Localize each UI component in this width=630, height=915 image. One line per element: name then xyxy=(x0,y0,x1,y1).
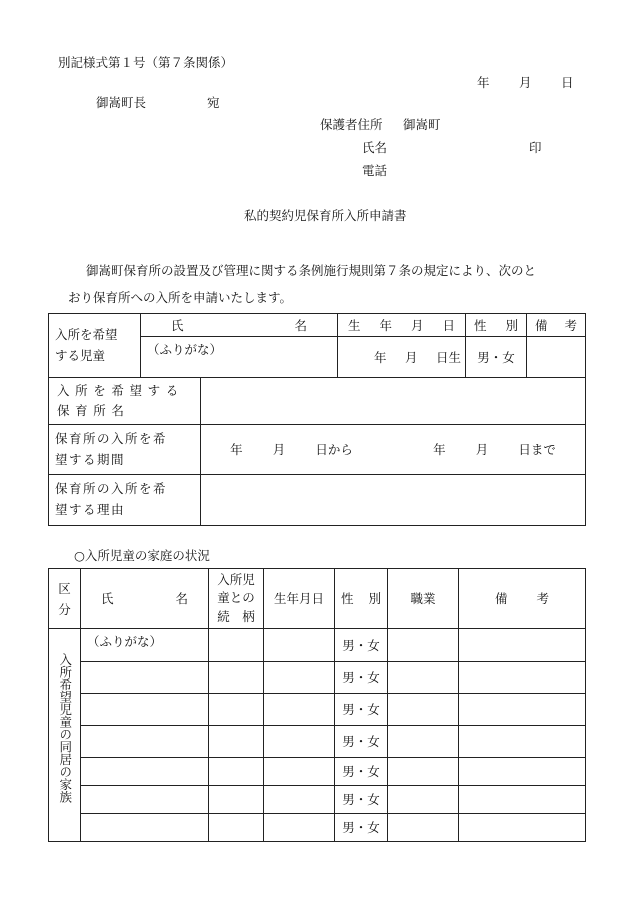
member-name-cell[interactable] xyxy=(81,662,209,694)
child-remarks-cell[interactable] xyxy=(527,337,586,378)
member-birthdate-cell[interactable] xyxy=(264,814,335,842)
member-name-cell[interactable] xyxy=(81,786,209,814)
member-name-cell[interactable] xyxy=(81,758,209,786)
form-number: 別記様式第１号（第７条関係） xyxy=(58,55,234,70)
col-occupation: 職業 xyxy=(388,569,459,629)
application-table xyxy=(48,313,586,526)
member-name-cell[interactable] xyxy=(81,694,209,726)
member-sex-cell[interactable]: 男・女 xyxy=(335,694,388,726)
col-birthdate: 生 年 月 日 xyxy=(338,314,466,337)
date-day: 日 xyxy=(561,75,574,90)
member-remarks-cell[interactable] xyxy=(459,726,586,758)
date-year: 年 xyxy=(477,75,490,90)
col-member-name: 氏 名 xyxy=(81,569,209,629)
child-label: 入所を希望 する児童 xyxy=(49,314,141,378)
member-relation-cell[interactable] xyxy=(209,726,264,758)
table-row xyxy=(49,629,586,662)
member-birthdate-cell[interactable] xyxy=(264,786,335,814)
member-sex-cell[interactable]: 男・女 xyxy=(335,662,388,694)
furigana-label: （ふりがな） xyxy=(147,342,223,357)
period-label: 保育所の入所を希 望する期間 xyxy=(49,425,201,475)
member-sex-cell[interactable]: 男・女 xyxy=(335,726,388,758)
col-relation: 入所児 童との 続 柄 xyxy=(209,569,264,629)
member-remarks-cell[interactable] xyxy=(459,814,586,842)
col-member-sex: 性 別 xyxy=(335,569,388,629)
child-birthdate-cell[interactable]: 年 月 日生 xyxy=(338,337,466,378)
body-text-line2: おり保育所への入所を申請いたします。 xyxy=(68,290,293,305)
member-remarks-cell[interactable] xyxy=(459,758,586,786)
table-row xyxy=(49,786,586,814)
col-category: 区 分 xyxy=(49,569,81,629)
member-occupation-cell[interactable] xyxy=(388,726,459,758)
member-birthdate-cell[interactable] xyxy=(264,694,335,726)
guardian-address-value: 御嵩町 xyxy=(403,117,441,132)
table-row xyxy=(49,726,586,758)
col-name: 氏 名 xyxy=(141,314,338,337)
family-table xyxy=(48,568,586,842)
furigana-label: （ふりがな） xyxy=(87,634,163,649)
member-birthdate-cell[interactable] xyxy=(264,726,335,758)
member-occupation-cell[interactable] xyxy=(388,786,459,814)
table-row xyxy=(49,662,586,694)
member-occupation-cell[interactable] xyxy=(388,662,459,694)
member-relation-cell[interactable] xyxy=(209,629,264,662)
member-sex-cell[interactable]: 男・女 xyxy=(335,786,388,814)
member-name-cell[interactable] xyxy=(81,726,209,758)
member-birthdate-cell[interactable] xyxy=(264,662,335,694)
member-sex-cell[interactable]: 男・女 xyxy=(335,814,388,842)
member-occupation-cell[interactable] xyxy=(388,694,459,726)
col-sex: 性 別 xyxy=(466,314,527,337)
member-name-cell[interactable] xyxy=(81,629,209,662)
member-relation-cell[interactable] xyxy=(209,758,264,786)
nursery-name-cell[interactable] xyxy=(201,378,586,425)
member-relation-cell[interactable] xyxy=(209,662,264,694)
col-member-remarks: 備 考 xyxy=(459,569,586,629)
table-row xyxy=(49,758,586,786)
member-relation-cell[interactable] xyxy=(209,814,264,842)
member-relation-cell[interactable] xyxy=(209,694,264,726)
member-remarks-cell[interactable] xyxy=(459,662,586,694)
addressee: 御嵩町長 xyxy=(96,95,147,110)
member-remarks-cell[interactable] xyxy=(459,694,586,726)
nursery-label: 入所を希望する 保育所名 xyxy=(49,378,201,425)
document-title: 私的契約児保育所入所申請書 xyxy=(244,208,407,223)
child-name-cell[interactable] xyxy=(141,337,338,378)
body-text-line1: 御嵩町保育所の設置及び管理に関する条例施行規則第７条の規定により、次のと xyxy=(86,263,537,278)
row-group-label: 入所希望児童の同居の家族 xyxy=(49,629,81,842)
name-label: 氏名 xyxy=(362,140,388,155)
reason-label: 保育所の入所を希 望する理由 xyxy=(49,475,201,525)
period-cell[interactable]: 年 月 日から 年 月 日まで xyxy=(201,425,586,475)
member-occupation-cell[interactable] xyxy=(388,629,459,662)
member-occupation-cell[interactable] xyxy=(388,758,459,786)
phone-label: 電話 xyxy=(362,163,388,178)
child-sex-cell[interactable]: 男・女 xyxy=(466,337,527,378)
seal-label: 印 xyxy=(529,140,542,155)
member-remarks-cell[interactable] xyxy=(459,786,586,814)
member-occupation-cell[interactable] xyxy=(388,814,459,842)
member-sex-cell[interactable]: 男・女 xyxy=(335,758,388,786)
member-birthdate-cell[interactable] xyxy=(264,758,335,786)
table-row xyxy=(49,694,586,726)
family-heading: ○入所児童の家庭の状況 xyxy=(74,548,210,563)
member-name-cell[interactable] xyxy=(81,814,209,842)
guardian-address-label: 保護者住所 xyxy=(320,117,383,132)
member-birthdate-cell[interactable] xyxy=(264,629,335,662)
col-remarks: 備 考 xyxy=(527,314,586,337)
member-relation-cell[interactable] xyxy=(209,786,264,814)
date-month: 月 xyxy=(519,75,532,90)
col-member-birthdate: 生年月日 xyxy=(264,569,335,629)
table-row xyxy=(49,814,586,842)
member-sex-cell[interactable]: 男・女 xyxy=(335,629,388,662)
reason-cell[interactable] xyxy=(201,475,586,525)
addressee-honorific: 宛 xyxy=(207,95,220,110)
member-remarks-cell[interactable] xyxy=(459,629,586,662)
